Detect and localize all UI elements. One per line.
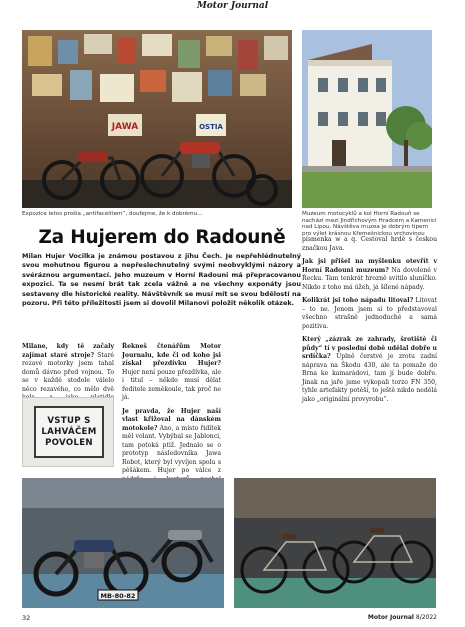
ostia-sign: OSTIA xyxy=(199,123,223,131)
footer-issue-number: 8/2022 xyxy=(413,614,437,621)
footer-issue xyxy=(368,614,437,621)
interview-answer: Na dovolené v Řecku. Tam tenkrát hrozně svítilo sluníčko. Nikdo z toho má úžeh, já šílené nápady. xyxy=(302,266,437,291)
sign-line-2: LAHVÁČEM xyxy=(41,426,97,437)
motorcycles-photo-illustration xyxy=(22,478,224,608)
interview-question: Kolikrát jsi toho nápadu litoval? xyxy=(302,297,414,304)
qa-paragraph xyxy=(302,336,437,404)
interview-answer: Hujer není pouze přezdívka, ale i titul – někdo musí dělat ředitele zeměkoule, tak proč ne já. xyxy=(122,368,221,401)
article-headline: Za Hujerem do Radouně xyxy=(38,227,286,248)
exhibit-photo xyxy=(22,30,292,208)
interview-question: Řekneš čtenářům Motor Journalu, kde či od koho jsi získal přezdívku Hujer? xyxy=(122,343,221,367)
qa-paragraph xyxy=(302,297,437,331)
page-number: 32 xyxy=(22,614,31,622)
license-plate: MB-80-82 xyxy=(100,592,136,600)
jawa-sign: JAWA xyxy=(111,122,139,132)
exhibit-photo-caption: Expozice letos prošla „antifacelitem“, doufejme, že k dobrému… xyxy=(22,211,203,217)
interview-question: Je pravda, že Hujer naší vlast křižoval na dánském motokole? xyxy=(122,407,221,432)
exhibit-photo-illustration xyxy=(22,30,292,208)
interview-question: Jak jsi přišel na myšlenku otevřít v Horní Radouni muzeum? xyxy=(302,258,437,274)
bicycles-photo-illustration xyxy=(234,478,436,608)
museum-building-photo xyxy=(302,30,432,208)
bicycles-photo xyxy=(234,478,436,608)
footer-journal-name: Motor Journal xyxy=(367,614,414,621)
sign-board xyxy=(34,406,104,458)
museum-building-illustration xyxy=(302,30,432,208)
interview-question: Milane, kdy tě začaly zajímat staré stroje? xyxy=(22,343,114,359)
sign-line-1: VSTUP S xyxy=(47,415,91,426)
qa-paragraph xyxy=(302,258,437,292)
continued-paragraph: písmenka w a q. Cestoval hrdě s českou značkou Java. xyxy=(302,236,437,252)
sign-photo xyxy=(22,397,114,467)
museum-photo-caption: Muzeum motocyklů a kol Horní Radouň se nachází mezi Jindřichovým Hradcem a Kamenicí nad Lipou. Návštěva muzea je dobrým tipem pro výlet krásnou Křemešnickou vrchovinou xyxy=(302,211,437,237)
article-column-3 xyxy=(302,236,437,409)
qa-paragraph xyxy=(122,343,221,403)
interview-answer: Úplně čerstvé je zrotu zadní náprava na Škodu 430, ale ta pomaže do Brna ke kamarádovi, tam jí bude dobře. Jinak na jaře jsme vykopali torzo FN 350, tyhle artefakty potěší, to ještě nikdo nedělá jako „originální provyrobu“. xyxy=(302,353,437,403)
article-lead: Milan Hujer Vocilka je známou postavou z jihu Čech. Je nepřehlédnutelný svou mohutnou figurou a nepřeslechnutelný svými neobvyklými názory a svéráznou argumentací. Jeho muzeum v Horní Radouni má přepracovanou expozici. Ta se nesmí brát tak zcela vážně a ne všechny exponáty jsou sestaveny dle historické reality. Návštěvník se musí mít se svou bdělostí na pozoru. Při této příležitosti jsem si dovolil Milanovi položit několik otázek. xyxy=(22,252,301,308)
interview-answer: Ano, a místo řidítek měl volant. Vybýbal se Jablonci, tam potoká ptiž. Jednalo se o prototyp následovníka Jawa Robot, který byl vyvíjen spolu s pěšákem. Hujer po válce z xyxy=(122,424,221,474)
motorcycles-photo xyxy=(22,478,224,608)
interview-answer: Litovat – to ne. Jenom jsem si to představoval všechno strašně jednoduché a samá pozitiva. xyxy=(302,297,437,330)
sign-line-3: POVOLEN xyxy=(45,437,93,448)
interview-answer: Staré rezavé motorky jsem tahal domů dávno před vojnou. To se v každé stodole válelo něco rezavého, co mělo dvě xyxy=(22,351,114,393)
masthead-logo: Motor Journal xyxy=(196,1,269,11)
interview-question: Který „zázrak ze zahrady, šrotiště či půdy“ tí v poslední době udělal dobře u srdíčka? xyxy=(302,336,437,360)
